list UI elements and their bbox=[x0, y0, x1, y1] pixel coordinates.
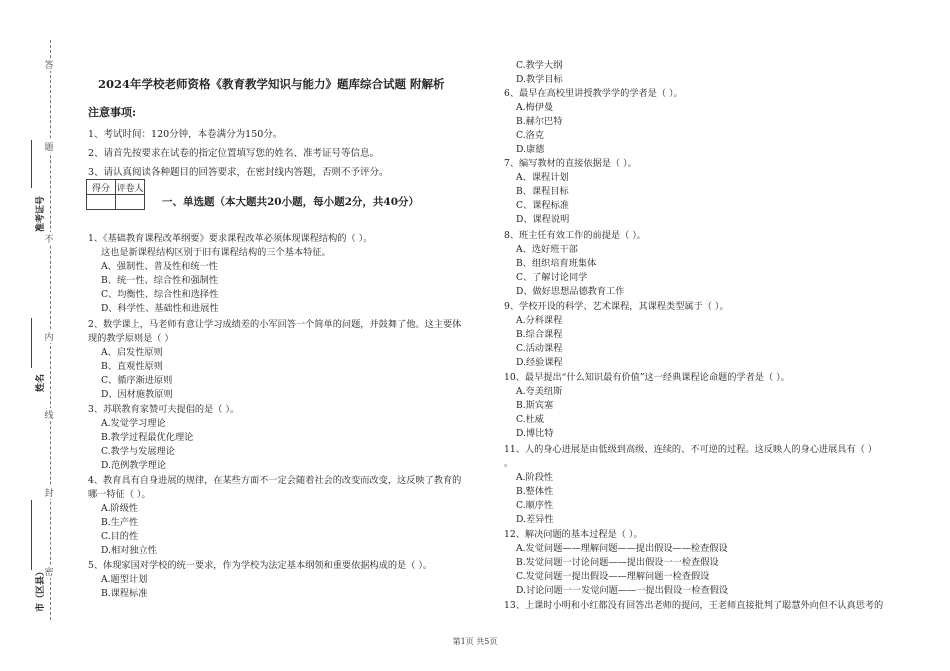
answer-option: D、科学性、基础性和进展性 bbox=[101, 303, 219, 314]
answer-option: D、做好思想品德教育工作 bbox=[516, 286, 625, 297]
grader-cell[interactable] bbox=[116, 195, 145, 210]
answer-option: C.教学大纲 bbox=[516, 60, 563, 71]
seal-mark: 密 bbox=[42, 565, 56, 578]
question-text: 2、数学课上，马老师有意让学习成绩差的小军回答一个简单的问题，并鼓舞了他。这主要体 bbox=[88, 319, 462, 330]
region-line bbox=[31, 500, 32, 570]
question-text: 6、最早在高校里讲授教学学的学者是（ ）。 bbox=[504, 88, 683, 99]
seal-mark: 内 bbox=[42, 330, 56, 343]
ticket-number-line bbox=[31, 140, 32, 188]
seal-mark: 答 bbox=[42, 58, 56, 71]
answer-option: B.生产性 bbox=[101, 517, 139, 528]
question-text: 10、最早提出“什么知识最有价值”这一经典课程论命题的学者是（ ）。 bbox=[504, 372, 790, 383]
answer-option: A、强制性、普及性和统一性 bbox=[101, 261, 218, 272]
answer-option: A.梅伊曼 bbox=[516, 102, 554, 113]
question-text: 这也是新课程结构区别于旧有课程结构的三个基本特征。 bbox=[101, 247, 331, 258]
seal-mark: 封 bbox=[42, 486, 56, 499]
question-text: 4、教育具有自身进展的规律，在某些方面不一定会随着社会的改变而改变，这反映了教育的 bbox=[88, 475, 462, 486]
answer-option: C、循序渐进原则 bbox=[101, 375, 173, 386]
answer-option: A.阶级性 bbox=[101, 503, 139, 514]
answer-option: C.洛克 bbox=[516, 130, 544, 141]
answer-option: D.差异性 bbox=[516, 514, 554, 525]
answer-option: A.分科课程 bbox=[516, 315, 563, 326]
question-text: 12、解决问题的基本过程是（ ）。 bbox=[504, 529, 643, 540]
answer-option: D.范例教学理论 bbox=[101, 460, 167, 471]
question-text: 5、体现家国对学校的统一要求，作为学校为法定基本纲领和重要依据构成的是（ ）。 bbox=[88, 560, 433, 571]
answer-option: D.博比特 bbox=[516, 428, 554, 439]
exam-title: 2024年学校老师资格《教育教学知识与能力》题库综合试题 附解析 bbox=[98, 77, 445, 91]
answer-option: B.教学过程最优化理论 bbox=[101, 432, 194, 443]
answer-option: A、课程计划 bbox=[516, 172, 569, 183]
answer-option: B、统一性、综合性和强制性 bbox=[101, 275, 219, 286]
name-label: 姓名 bbox=[36, 373, 46, 392]
name-line bbox=[31, 318, 32, 368]
seal-mark: 題 bbox=[42, 140, 56, 153]
question-text: 9、学校开设的科学、艺术课程，其课程类型属于（ ）。 bbox=[504, 301, 729, 312]
answer-option: B、直观性原则 bbox=[101, 361, 163, 372]
answer-option: B、课程目标 bbox=[516, 186, 569, 197]
answer-option: C、均衡性、综合性和选择性 bbox=[101, 289, 219, 300]
answer-option: B.课程标准 bbox=[101, 588, 148, 599]
notice-item: 1、考试时间：120分钟，本卷满分为150分。 bbox=[88, 129, 283, 140]
answer-option: B.发觉问题一讨论问题——提出假设一一检查假设 bbox=[516, 557, 719, 568]
question-text: 现的教学原则是（ ） bbox=[88, 333, 174, 344]
question-text: 11、人的身心进展是由低级到高级、连续的、不可逆的过程。这反映人的身心进展具有（ ） bbox=[504, 444, 877, 455]
question-text: 13、上课时小明和小红都没有回答出老师的提问，王老师直接批判了聪慧外向但不认真思考的 bbox=[504, 600, 884, 611]
answer-option: B.赫尔巴特 bbox=[516, 116, 563, 127]
answer-option: B.整体性 bbox=[516, 486, 554, 497]
answer-option: B.综合课程 bbox=[516, 329, 563, 340]
answer-option: A、启发性原则 bbox=[101, 347, 163, 358]
question-text: 3、苏联教育家赞可夫提倡的是（ ）。 bbox=[88, 404, 240, 415]
region-label: 市（区县） bbox=[36, 566, 46, 612]
score-box bbox=[86, 179, 145, 210]
binding-strip bbox=[0, 0, 70, 671]
question-text: 哪一特征（ ）。 bbox=[88, 489, 151, 500]
answer-option: C.活动课程 bbox=[516, 343, 563, 354]
seal-mark: 线 bbox=[42, 408, 56, 421]
answer-option: A.阶段性 bbox=[516, 472, 554, 483]
answer-option: C.顺序性 bbox=[516, 500, 554, 511]
grader-label: 评卷人 bbox=[116, 180, 145, 195]
ticket-number-label: 准考证号 bbox=[36, 195, 46, 232]
answer-option: A.发觉问题——理解问题——提出假设——检查假设 bbox=[516, 543, 728, 554]
question-text: 1、《基础教育课程改革纲要》要求课程改革必须体现课程结构的（ ）。 bbox=[88, 233, 373, 244]
answer-option: A.夸美纽斯 bbox=[516, 386, 563, 397]
section-heading: 一、单选题（本大题共20小题，每小题2分，共40分） bbox=[162, 196, 420, 208]
answer-option: B.斯宾塞 bbox=[516, 400, 554, 411]
answer-option: C.发觉问题一提出假设——理解问题一检查假设 bbox=[516, 571, 710, 582]
answer-option: A.发觉学习理论 bbox=[101, 418, 166, 429]
answer-option: C.杜威 bbox=[516, 414, 544, 425]
answer-option: D.经验课程 bbox=[516, 357, 563, 368]
notice-heading: 注意事项: bbox=[88, 106, 137, 119]
answer-option: D、因材施教原则 bbox=[101, 389, 173, 400]
score-label: 得分 bbox=[87, 180, 116, 195]
answer-option: C、课程标准 bbox=[516, 200, 569, 211]
answer-option: A、选好班干部 bbox=[516, 244, 578, 255]
question-text: 8、班主任有效工作的前提是（ ）。 bbox=[504, 230, 646, 241]
answer-option: D、课程说明 bbox=[516, 214, 570, 225]
answer-option: D.讨论问题一一发觉问题——一提出假设一检查假设 bbox=[516, 585, 729, 596]
notice-item: 3、请认真阅读各种题目的回答要求，在密封线内答题，否则不予评分。 bbox=[88, 167, 389, 178]
answer-option: B、组织培育班集体 bbox=[516, 258, 597, 269]
answer-option: D.教学目标 bbox=[516, 74, 563, 85]
answer-option: D.康德 bbox=[516, 144, 545, 155]
page-number: 第1页 共5页 bbox=[452, 637, 498, 646]
question-text: 7、编写教材的直接依据是（ ）。 bbox=[504, 158, 637, 169]
answer-option: A.题型计划 bbox=[101, 574, 148, 585]
score-cell[interactable] bbox=[87, 195, 116, 210]
notice-item: 2、请首先按要求在试卷的指定位置填写您的姓名、准考证号等信息。 bbox=[88, 148, 380, 159]
answer-option: D.相对独立性 bbox=[101, 545, 157, 556]
answer-option: C.目的性 bbox=[101, 531, 139, 542]
seal-mark: 不 bbox=[42, 232, 56, 245]
answer-option: C.教学与发展理论 bbox=[101, 446, 175, 457]
question-text: 。 bbox=[504, 458, 514, 469]
answer-option: C、了解讨论同学 bbox=[516, 272, 588, 283]
